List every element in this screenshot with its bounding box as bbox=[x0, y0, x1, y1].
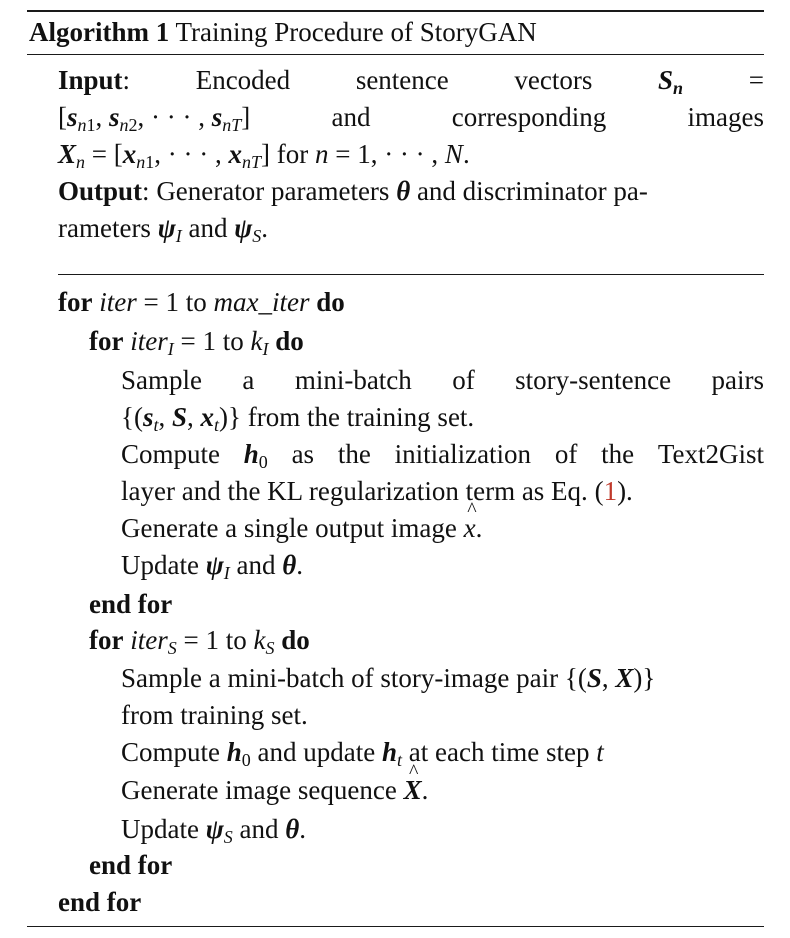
output-text: Generator parameters θ and discriminator pa- bbox=[156, 176, 648, 206]
input-text-sentence: sentence bbox=[355, 65, 449, 95]
math-X-hat: ^ X bbox=[404, 772, 422, 808]
loopI-generate-line: Generate a single output image ^ x. bbox=[121, 510, 482, 546]
top-rule bbox=[27, 10, 764, 12]
kw-do-S: do bbox=[281, 625, 310, 655]
loopS-update-line: Update $\psi_S$ and θ. bbox=[121, 814, 307, 847]
loopS-compute-line: Compute $h_0$ and update $h_t$ at each time step t bbox=[121, 737, 604, 770]
output-text-2: rameters $\psi_I$ and $\psi_S$. bbox=[58, 213, 269, 246]
input-text-vectors: vectors bbox=[514, 65, 593, 95]
loopI-from-text: from the training set. bbox=[247, 402, 475, 432]
input-line-3 bbox=[58, 136, 470, 172]
outer-end-for: end for bbox=[58, 887, 142, 917]
kw-for-I: for bbox=[89, 326, 124, 356]
loopI-generate-text: Generate a single output image bbox=[121, 513, 457, 543]
outer-for-line bbox=[58, 284, 345, 320]
title-rule bbox=[27, 54, 764, 55]
loopI-from-line bbox=[121, 399, 474, 435]
math-story-sentence-set: {($s_t$, S, $x_t$)} bbox=[121, 402, 241, 435]
algorithm-title bbox=[29, 14, 537, 50]
loopS-for-line bbox=[89, 622, 310, 658]
algorithm-title-text: Training Procedure of StoryGAN bbox=[175, 17, 537, 47]
input-line-2 bbox=[58, 99, 764, 135]
loopI-end-for: end for bbox=[89, 589, 173, 619]
input-line-1: Input: Encoded sentence vectors $S_n$ = bbox=[58, 62, 764, 98]
input-text-encoded: Encoded bbox=[195, 65, 291, 95]
input-corresponding: corresponding bbox=[451, 102, 607, 132]
kw-for-S: for bbox=[89, 625, 124, 655]
loopI-compute-line: Compute $h_0$ as the initialization of the Text2Gist bbox=[121, 439, 764, 472]
outer-for-cond: iter = 1 to max_iter bbox=[99, 287, 310, 317]
math-story-image-set: {(S, X)} bbox=[564, 663, 656, 693]
math-X-n: $X_n = [x_{n1}$, · · · , $x_{nT}$] bbox=[58, 139, 270, 172]
math-x-hat: ^ x bbox=[464, 510, 476, 546]
kw-do-I: do bbox=[275, 326, 304, 356]
loopS-sample-text: Sample a mini-batch of story-image pair bbox=[121, 663, 559, 693]
input-label: Input bbox=[58, 65, 123, 95]
kw-for: for bbox=[58, 287, 93, 317]
output-line-2 bbox=[58, 210, 268, 246]
kw-do: do bbox=[316, 287, 345, 317]
loopS-end-for: end for bbox=[89, 850, 173, 880]
output-label: Output bbox=[58, 176, 143, 206]
io-rule bbox=[58, 274, 764, 275]
math-S-n: $S_n$ bbox=[658, 65, 684, 98]
loopS-sample-line bbox=[121, 660, 655, 696]
math-n-range: n = 1, · · · , N. bbox=[314, 139, 470, 169]
loopI-update-line: Update $\psi_I$ and θ. bbox=[121, 550, 304, 583]
loopI-for-line bbox=[89, 323, 304, 359]
loopI-layer-line: layer and the KL regularization term as Eq. (1). bbox=[121, 476, 633, 506]
loopS-generate-text: Generate image sequence bbox=[121, 775, 397, 805]
math-s-vector: [$s_{n1}$, $s_{n2}$, · · · , $s_{nT}$] bbox=[58, 102, 251, 135]
output-line-1: Output: Generator parameters θ and discriminator pa- bbox=[58, 176, 648, 206]
eq-ref[interactable]: 1 bbox=[603, 476, 618, 506]
math-equals: = bbox=[748, 65, 764, 95]
bottom-rule bbox=[27, 926, 764, 927]
loopS-generate-line: Generate image sequence ^ X. bbox=[121, 772, 428, 808]
loopI-layer-text: layer and the KL regularization term as Eq. bbox=[121, 476, 588, 506]
loopI-cond: iter$_I$ = 1 to $k_I$ bbox=[130, 326, 269, 359]
algorithm-label: Algorithm 1 bbox=[29, 17, 170, 47]
input-images: images bbox=[687, 102, 764, 132]
loopS-from-line: from training set. bbox=[121, 700, 308, 730]
loopI-sample-line: Sample a mini-batch of story-sentence pairs bbox=[121, 365, 764, 395]
loopS-cond: iter$_S$ = 1 to $k_S$ bbox=[130, 625, 275, 658]
input-for: for bbox=[276, 139, 309, 169]
input-and: and bbox=[331, 102, 371, 132]
